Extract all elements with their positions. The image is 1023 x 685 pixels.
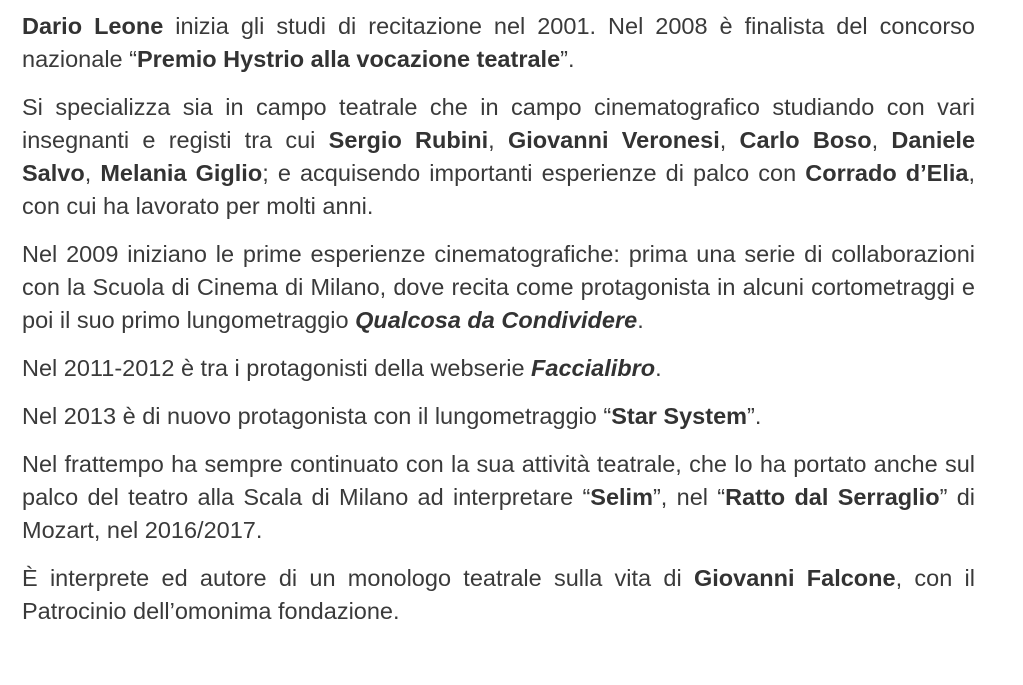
name-giovanni-veronesi: Giovanni Veronesi <box>507 127 720 153</box>
paragraph-2 <box>22 91 975 223</box>
text-span: Nel 2009 iniziano le prime esperienze cinematografiche: prima una serie di collaborazioni con la Scuola di Cinema di Milano, dove recita come protagonista in alcuni cortometraggi e poi il suo primo lungometraggio <box>22 241 975 333</box>
role-selim: Selim <box>590 484 653 510</box>
opera-ratto-dal-serraglio: Ratto dal Serraglio <box>725 484 940 510</box>
text-span: Nel 2013 è di nuovo protagonista con il lungometraggio “ <box>22 403 612 429</box>
text-span: inizia gli studi di recitazione nel 2001. Nel 2008 è finalista del concorso nazionale “ <box>22 13 976 72</box>
name-melania-giglio: Melania Giglio <box>100 160 263 186</box>
name-corrado-delia: Corrado d’Elia <box>805 160 969 186</box>
paragraph-6 <box>22 448 975 547</box>
name-giovanni-falcone: Giovanni Falcone <box>693 565 896 591</box>
film-qualcosa-da-condividere: Qualcosa da Condividere <box>355 307 638 333</box>
film-star-system: Star System <box>611 403 748 429</box>
text-span: ”. <box>747 403 762 429</box>
name-daniele-salvo: Daniele Salvo <box>22 127 976 186</box>
text-span: . <box>655 355 662 381</box>
paragraph-3 <box>22 238 975 337</box>
text-span: , <box>84 160 101 186</box>
text-span: , <box>719 127 740 153</box>
text-span: Nel 2011-2012 è tra i protagonisti della webserie <box>22 355 532 381</box>
text-span: ”, nel “ <box>652 484 726 510</box>
paragraph-4 <box>22 352 975 385</box>
text-span: Nel frattempo ha sempre continuato con la sua attività teatrale, che lo ha portato anche sul palco del teatro alla Scala di Milano ad interpretare “ <box>22 451 975 510</box>
text-span: , <box>488 127 508 153</box>
webseries-faccialibro: Faccialibro <box>531 355 656 381</box>
name-sergio-rubini: Sergio Rubini <box>328 127 489 153</box>
text-span: ”. <box>560 46 575 72</box>
text-span: , con cui ha lavorato per molti anni. <box>22 160 975 219</box>
paragraph-7 <box>22 562 975 628</box>
text-span: Si specializza sia in campo teatrale che in campo cinematografico studiando con vari insegnanti e registi tra cui <box>22 94 975 153</box>
text-span: ” di Mozart, nel 2016/2017. <box>22 484 975 543</box>
paragraph-5 <box>22 400 975 433</box>
biography-document <box>22 10 975 643</box>
premio-hystrio: Premio Hystrio alla vocazione teatrale <box>136 46 561 72</box>
text-span: , <box>871 127 892 153</box>
text-span: , con il Patrocinio dell’omonima fondazione. <box>22 565 976 624</box>
text-span: È interprete ed autore di un monologo teatrale sulla vita di <box>22 565 694 591</box>
name-dario-leone: Dario Leone <box>22 13 164 39</box>
text-span: ; e acquisendo importanti esperienze di palco con <box>262 160 806 186</box>
paragraph-1 <box>22 10 975 76</box>
text-span: . <box>637 307 644 333</box>
name-carlo-boso: Carlo Boso <box>739 127 872 153</box>
